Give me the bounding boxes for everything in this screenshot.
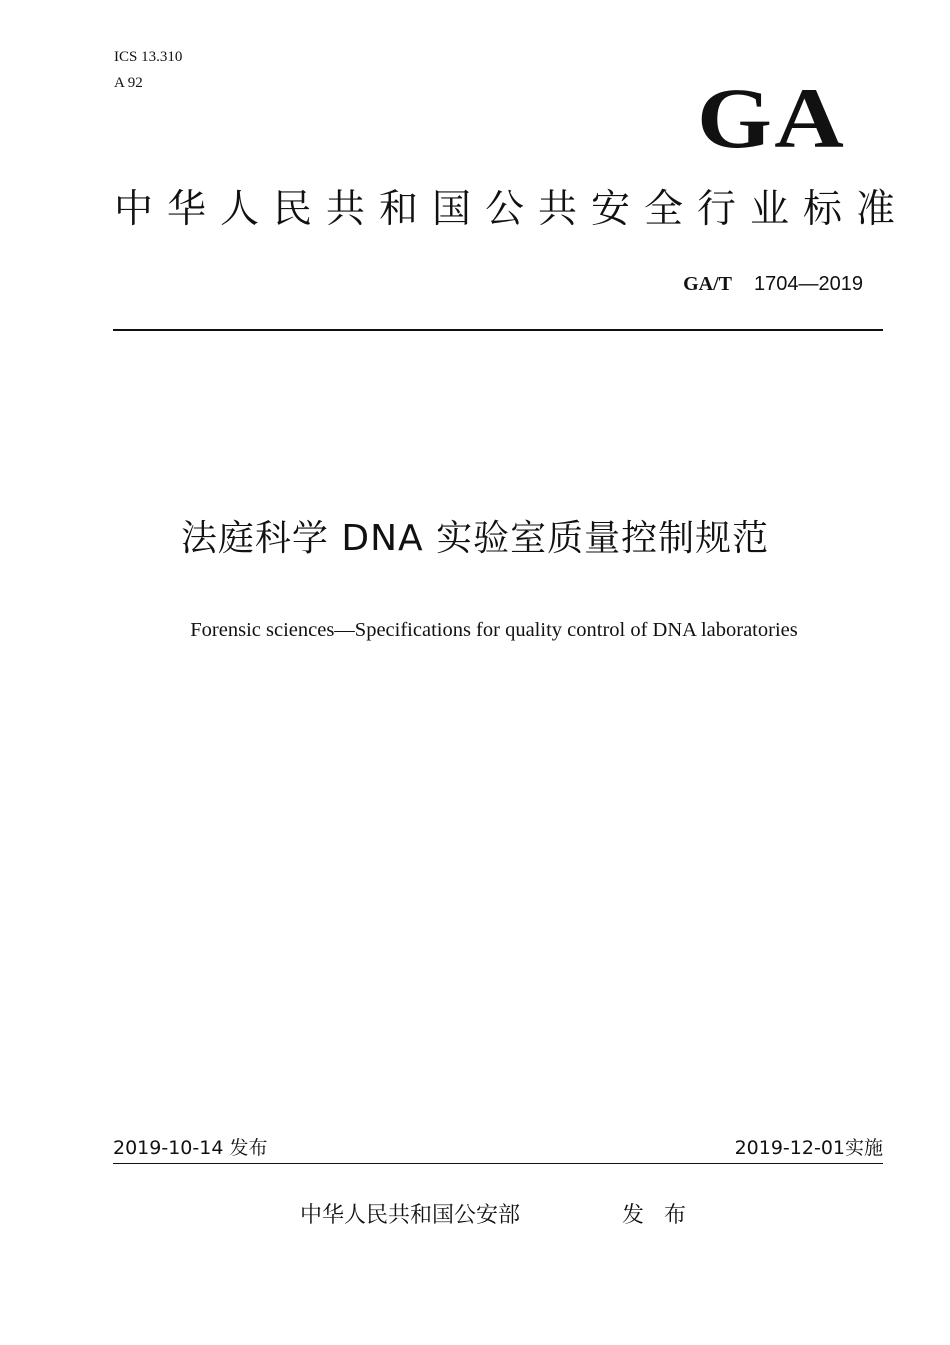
standard-number bbox=[683, 270, 863, 297]
ga-logo: GA bbox=[697, 70, 846, 166]
publisher-name: 中华人民共和国公安部 bbox=[300, 1203, 521, 1228]
ics-code: ICS 13.310 bbox=[114, 49, 183, 65]
publish-label: 发布 bbox=[622, 1203, 707, 1228]
implementation-date: 2019-12-01实施 bbox=[734, 1137, 883, 1159]
standard-category-title: 中华人民共和国公共安全行业标准 bbox=[114, 187, 910, 232]
header-divider bbox=[113, 329, 883, 331]
document-title-en: Forensic sciences—Specifications for quality control of DNA laboratories bbox=[190, 619, 798, 641]
standard-number-prefix: GA/T bbox=[683, 273, 733, 295]
ccs-code: A 92 bbox=[114, 75, 143, 91]
footer-divider bbox=[113, 1163, 883, 1164]
standard-number-code: 1704—2019 bbox=[754, 273, 863, 295]
document-title-cn: 法庭科学 DNA 实验室质量控制规范 bbox=[180, 518, 770, 559]
issue-date: 2019-10-14 发布 bbox=[113, 1137, 268, 1159]
